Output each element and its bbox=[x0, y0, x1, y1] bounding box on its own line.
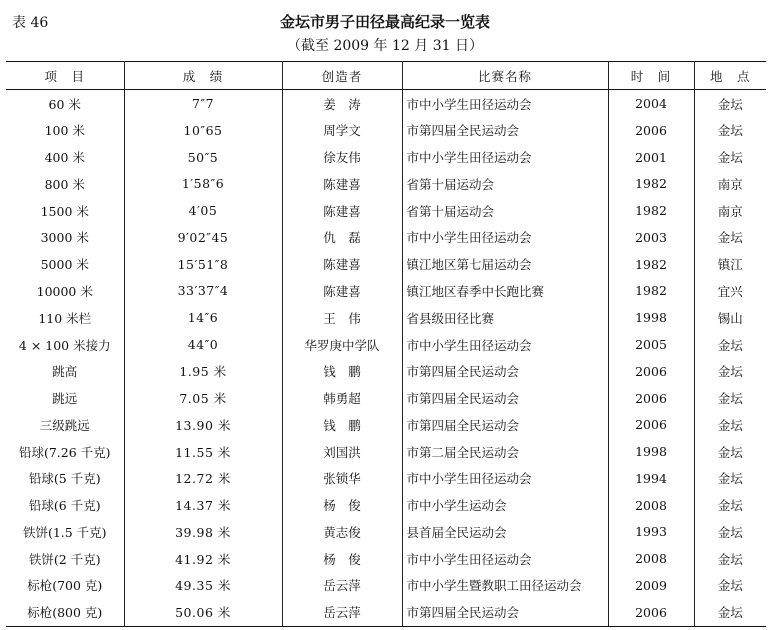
page-subtitle: （截至 2009 年 12 月 31 日） bbox=[287, 38, 483, 54]
cell-athlete: 杨 俊 bbox=[282, 492, 402, 519]
cell-year: 2006 bbox=[608, 411, 694, 438]
cell-athlete: 杨 俊 bbox=[282, 545, 402, 572]
table-row bbox=[6, 171, 766, 198]
cell-competition: 省县级田径比赛 bbox=[402, 304, 608, 331]
cell-event: 标枪(800 克) bbox=[6, 599, 124, 627]
cell-location: 金坛 bbox=[694, 572, 766, 599]
cell-result: 14.37 米 bbox=[124, 492, 282, 519]
table-body bbox=[6, 90, 766, 627]
cell-competition: 市第四届全民运动会 bbox=[402, 599, 608, 627]
cell-year: 1994 bbox=[608, 465, 694, 492]
cell-result: 7″7 bbox=[124, 90, 282, 118]
cell-location: 金坛 bbox=[694, 90, 766, 118]
table-row bbox=[6, 304, 766, 331]
cell-location: 金坛 bbox=[694, 411, 766, 438]
cell-result: 1.95 米 bbox=[124, 358, 282, 385]
header-athlete: 创造者 bbox=[282, 62, 402, 90]
cell-competition: 市中小学生田径运动会 bbox=[402, 545, 608, 572]
cell-competition: 市中小学生暨教职工田径运动会 bbox=[402, 572, 608, 599]
cell-competition: 市第四届全民运动会 bbox=[402, 117, 608, 144]
cell-athlete: 刘国洪 bbox=[282, 438, 402, 465]
cell-location: 金坛 bbox=[694, 385, 766, 412]
cell-year: 2008 bbox=[608, 492, 694, 519]
cell-location: 金坛 bbox=[694, 465, 766, 492]
table-row bbox=[6, 90, 766, 118]
cell-year: 2005 bbox=[608, 331, 694, 358]
cell-year: 1998 bbox=[608, 304, 694, 331]
table-row bbox=[6, 411, 766, 438]
cell-competition: 市中小学生田径运动会 bbox=[402, 465, 608, 492]
cell-result: 49.35 米 bbox=[124, 572, 282, 599]
cell-competition: 市中小学生田径运动会 bbox=[402, 144, 608, 171]
cell-event: 铅球(5 千克) bbox=[6, 465, 124, 492]
cell-location: 金坛 bbox=[694, 144, 766, 171]
cell-event: 铅球(7.26 千克) bbox=[6, 438, 124, 465]
cell-athlete: 姜 涛 bbox=[282, 90, 402, 118]
cell-competition: 市第四届全民运动会 bbox=[402, 385, 608, 412]
cell-athlete: 陈建喜 bbox=[282, 278, 402, 305]
cell-location: 南京 bbox=[694, 197, 766, 224]
table-row bbox=[6, 545, 766, 572]
page-title: 金坛市男子田径最高纪录一览表 bbox=[279, 13, 490, 31]
table-row bbox=[6, 465, 766, 492]
cell-event: 5000 米 bbox=[6, 251, 124, 278]
table-row bbox=[6, 519, 766, 546]
table-row bbox=[6, 438, 766, 465]
cell-event: 400 米 bbox=[6, 144, 124, 171]
cell-year: 1982 bbox=[608, 171, 694, 198]
cell-year: 1982 bbox=[608, 197, 694, 224]
cell-athlete: 韩勇超 bbox=[282, 385, 402, 412]
cell-location: 锡山 bbox=[694, 304, 766, 331]
cell-result: 11.55 米 bbox=[124, 438, 282, 465]
cell-location: 金坛 bbox=[694, 492, 766, 519]
cell-event: 三级跳远 bbox=[6, 411, 124, 438]
cell-location: 镇江 bbox=[694, 251, 766, 278]
table-row bbox=[6, 572, 766, 599]
cell-athlete: 岳云萍 bbox=[282, 572, 402, 599]
cell-athlete: 陈建喜 bbox=[282, 197, 402, 224]
table-row bbox=[6, 251, 766, 278]
cell-competition: 省第十届运动会 bbox=[402, 171, 608, 198]
cell-result: 41.92 米 bbox=[124, 545, 282, 572]
cell-event: 110 米栏 bbox=[6, 304, 124, 331]
cell-event: 铅球(6 千克) bbox=[6, 492, 124, 519]
cell-location: 金坛 bbox=[694, 438, 766, 465]
cell-athlete: 王 伟 bbox=[282, 304, 402, 331]
table-row bbox=[6, 278, 766, 305]
cell-year: 2006 bbox=[608, 385, 694, 412]
cell-event: 1500 米 bbox=[6, 197, 124, 224]
header-location: 地 点 bbox=[694, 62, 766, 90]
cell-athlete: 周学文 bbox=[282, 117, 402, 144]
cell-event: 4 × 100 米接力 bbox=[6, 331, 124, 358]
cell-location: 金坛 bbox=[694, 224, 766, 251]
cell-result: 7.05 米 bbox=[124, 385, 282, 412]
cell-competition: 县首届全民运动会 bbox=[402, 519, 608, 546]
cell-location: 金坛 bbox=[694, 545, 766, 572]
cell-year: 2004 bbox=[608, 90, 694, 118]
cell-event: 铁饼(1.5 千克) bbox=[6, 519, 124, 546]
cell-athlete: 仇 磊 bbox=[282, 224, 402, 251]
cell-year: 2006 bbox=[608, 599, 694, 627]
records-table bbox=[6, 61, 766, 627]
cell-result: 10″65 bbox=[124, 117, 282, 144]
table-row bbox=[6, 599, 766, 627]
cell-location: 南京 bbox=[694, 171, 766, 198]
cell-location: 金坛 bbox=[694, 117, 766, 144]
table-row bbox=[6, 358, 766, 385]
table-row bbox=[6, 144, 766, 171]
cell-year: 1982 bbox=[608, 278, 694, 305]
cell-location: 金坛 bbox=[694, 599, 766, 627]
cell-year: 2001 bbox=[608, 144, 694, 171]
cell-result: 9′02″45 bbox=[124, 224, 282, 251]
cell-event: 跳远 bbox=[6, 385, 124, 412]
cell-year: 2003 bbox=[608, 224, 694, 251]
cell-athlete: 陈建喜 bbox=[282, 251, 402, 278]
header-competition: 比赛名称 bbox=[402, 62, 608, 90]
cell-competition: 省第十届运动会 bbox=[402, 197, 608, 224]
cell-result: 13.90 米 bbox=[124, 411, 282, 438]
table-row bbox=[6, 117, 766, 144]
cell-event: 800 米 bbox=[6, 171, 124, 198]
table-row bbox=[6, 385, 766, 412]
cell-year: 1982 bbox=[608, 251, 694, 278]
table-row bbox=[6, 492, 766, 519]
cell-athlete: 岳云萍 bbox=[282, 599, 402, 627]
cell-athlete: 钱 鹏 bbox=[282, 358, 402, 385]
cell-year: 2008 bbox=[608, 545, 694, 572]
cell-result: 50.06 米 bbox=[124, 599, 282, 627]
cell-competition: 市中小学生田径运动会 bbox=[402, 331, 608, 358]
cell-location: 金坛 bbox=[694, 331, 766, 358]
cell-event: 60 米 bbox=[6, 90, 124, 118]
cell-location: 宜兴 bbox=[694, 278, 766, 305]
cell-competition: 镇江地区第七届运动会 bbox=[402, 251, 608, 278]
header-year: 时 间 bbox=[608, 62, 694, 90]
table-number: 表 46 bbox=[12, 15, 49, 31]
cell-competition: 市第四届全民运动会 bbox=[402, 358, 608, 385]
cell-event: 铁饼(2 千克) bbox=[6, 545, 124, 572]
cell-result: 14″6 bbox=[124, 304, 282, 331]
cell-competition: 市第二届全民运动会 bbox=[402, 438, 608, 465]
cell-athlete: 黄志俊 bbox=[282, 519, 402, 546]
table-row bbox=[6, 331, 766, 358]
cell-result: 1′58″6 bbox=[124, 171, 282, 198]
cell-athlete: 华罗庚中学队 bbox=[282, 331, 402, 358]
cell-event: 跳高 bbox=[6, 358, 124, 385]
cell-competition: 市中小学生运动会 bbox=[402, 492, 608, 519]
cell-result: 50″5 bbox=[124, 144, 282, 171]
cell-competition: 市中小学生田径运动会 bbox=[402, 224, 608, 251]
cell-location: 金坛 bbox=[694, 519, 766, 546]
cell-result: 39.98 米 bbox=[124, 519, 282, 546]
cell-year: 2006 bbox=[608, 117, 694, 144]
cell-year: 2009 bbox=[608, 572, 694, 599]
cell-location: 金坛 bbox=[694, 358, 766, 385]
cell-result: 33′37″4 bbox=[124, 278, 282, 305]
cell-result: 44″0 bbox=[124, 331, 282, 358]
table-header-row bbox=[6, 62, 766, 90]
cell-competition: 市中小学生田径运动会 bbox=[402, 90, 608, 118]
cell-result: 4′05 bbox=[124, 197, 282, 224]
header-event: 项 目 bbox=[6, 62, 124, 90]
cell-result: 15′51″8 bbox=[124, 251, 282, 278]
cell-event: 10000 米 bbox=[6, 278, 124, 305]
cell-competition: 镇江地区春季中长跑比赛 bbox=[402, 278, 608, 305]
cell-event: 100 米 bbox=[6, 117, 124, 144]
cell-year: 1998 bbox=[608, 438, 694, 465]
table-row bbox=[6, 224, 766, 251]
cell-athlete: 钱 鹏 bbox=[282, 411, 402, 438]
cell-event: 3000 米 bbox=[6, 224, 124, 251]
cell-result: 12.72 米 bbox=[124, 465, 282, 492]
cell-athlete: 陈建喜 bbox=[282, 171, 402, 198]
table-row bbox=[6, 197, 766, 224]
cell-athlete: 徐友伟 bbox=[282, 144, 402, 171]
cell-athlete: 张锁华 bbox=[282, 465, 402, 492]
header-result: 成 绩 bbox=[124, 62, 282, 90]
cell-event: 标枪(700 克) bbox=[6, 572, 124, 599]
cell-competition: 市第四届全民运动会 bbox=[402, 411, 608, 438]
cell-year: 1993 bbox=[608, 519, 694, 546]
cell-year: 2006 bbox=[608, 358, 694, 385]
